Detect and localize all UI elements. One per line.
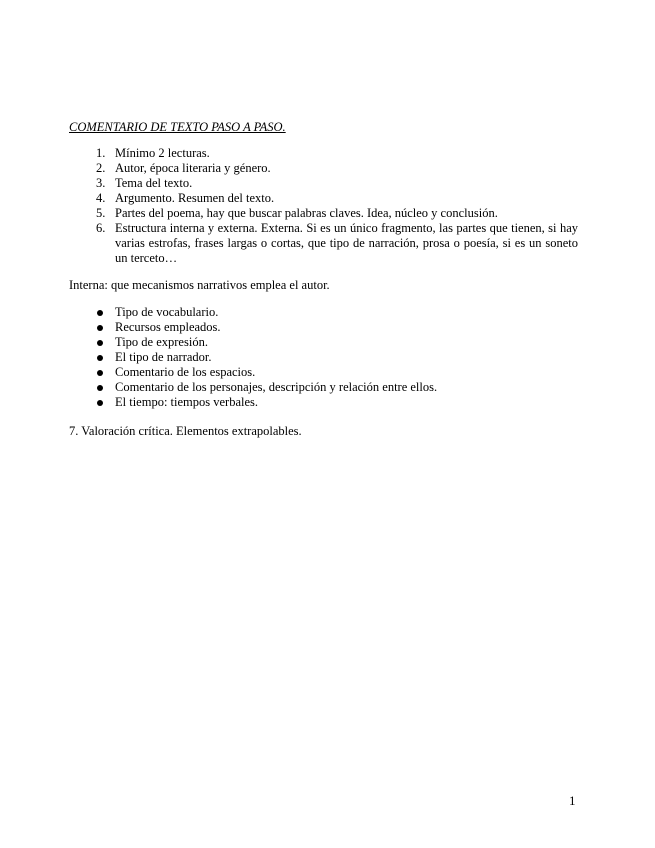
bullet-icon: [97, 325, 103, 331]
bullet-item: [88, 350, 568, 365]
bullet-item: [88, 365, 568, 380]
bullet-item-text: Tipo de vocabulario.: [115, 305, 219, 319]
list-item: [88, 221, 578, 266]
bullet-item: [88, 395, 568, 410]
bullet-item-text: El tiempo: tiempos verbales.: [115, 395, 259, 409]
interna-bullet-list: [88, 305, 568, 410]
bullet-item-text: El tipo de narrador.: [115, 350, 212, 364]
list-item: [88, 206, 578, 221]
list-item-text: Argumento. Resumen del texto.: [115, 191, 275, 205]
list-item-number: 4.: [96, 191, 106, 205]
bullet-icon: [97, 370, 103, 376]
bullet-item-text: Comentario de los personajes, descripción y relación entre ellos.: [115, 380, 438, 394]
list-item-number: 5.: [96, 206, 106, 220]
list-item: [88, 176, 578, 191]
list-item-number: 3.: [96, 176, 106, 190]
bullet-item: [88, 305, 568, 320]
bullet-item-text: Recursos empleados.: [115, 320, 221, 334]
list-item-text: Autor, época literaria y género.: [115, 161, 271, 175]
bullet-item: [88, 335, 568, 350]
list-item: [88, 191, 578, 206]
page-number: 1: [569, 793, 576, 808]
closing-step: 7. Valoración crítica. Elementos extrapolables.: [69, 424, 302, 438]
list-item: [88, 161, 578, 176]
list-item-number: 2.: [96, 161, 106, 175]
bullet-icon: [97, 400, 103, 406]
interna-intro: Interna: que mecanismos narrativos emplea el autor.: [69, 278, 330, 292]
list-item-number: 1.: [96, 146, 106, 160]
bullet-item-text: Tipo de expresión.: [115, 335, 208, 349]
bullet-item: [88, 320, 568, 335]
document-title: COMENTARIO DE TEXTO PASO A PASO.: [69, 120, 286, 134]
list-item-text: Tema del texto.: [115, 176, 193, 190]
list-item: [88, 146, 578, 161]
bullet-icon: [97, 355, 103, 361]
bullet-item: [88, 380, 568, 395]
bullet-icon: [97, 340, 103, 346]
list-item-number: 6.: [96, 221, 106, 235]
bullet-icon: [97, 385, 103, 391]
bullet-item-text: Comentario de los espacios.: [115, 365, 256, 379]
steps-list: [88, 146, 578, 266]
list-item-text: Estructura interna y externa. Externa. Si es un único fragmento, las partes que tienen, si hay varias estrofas, frases largas o cortas, que tipo de narración, prosa o poesía, si es un soneto un terceto…: [115, 221, 578, 265]
bullet-icon: [97, 310, 103, 316]
list-item-text: Mínimo 2 lecturas.: [115, 146, 210, 160]
list-item-text: Partes del poema, hay que buscar palabras claves. Idea, núcleo y conclusión.: [115, 206, 498, 220]
